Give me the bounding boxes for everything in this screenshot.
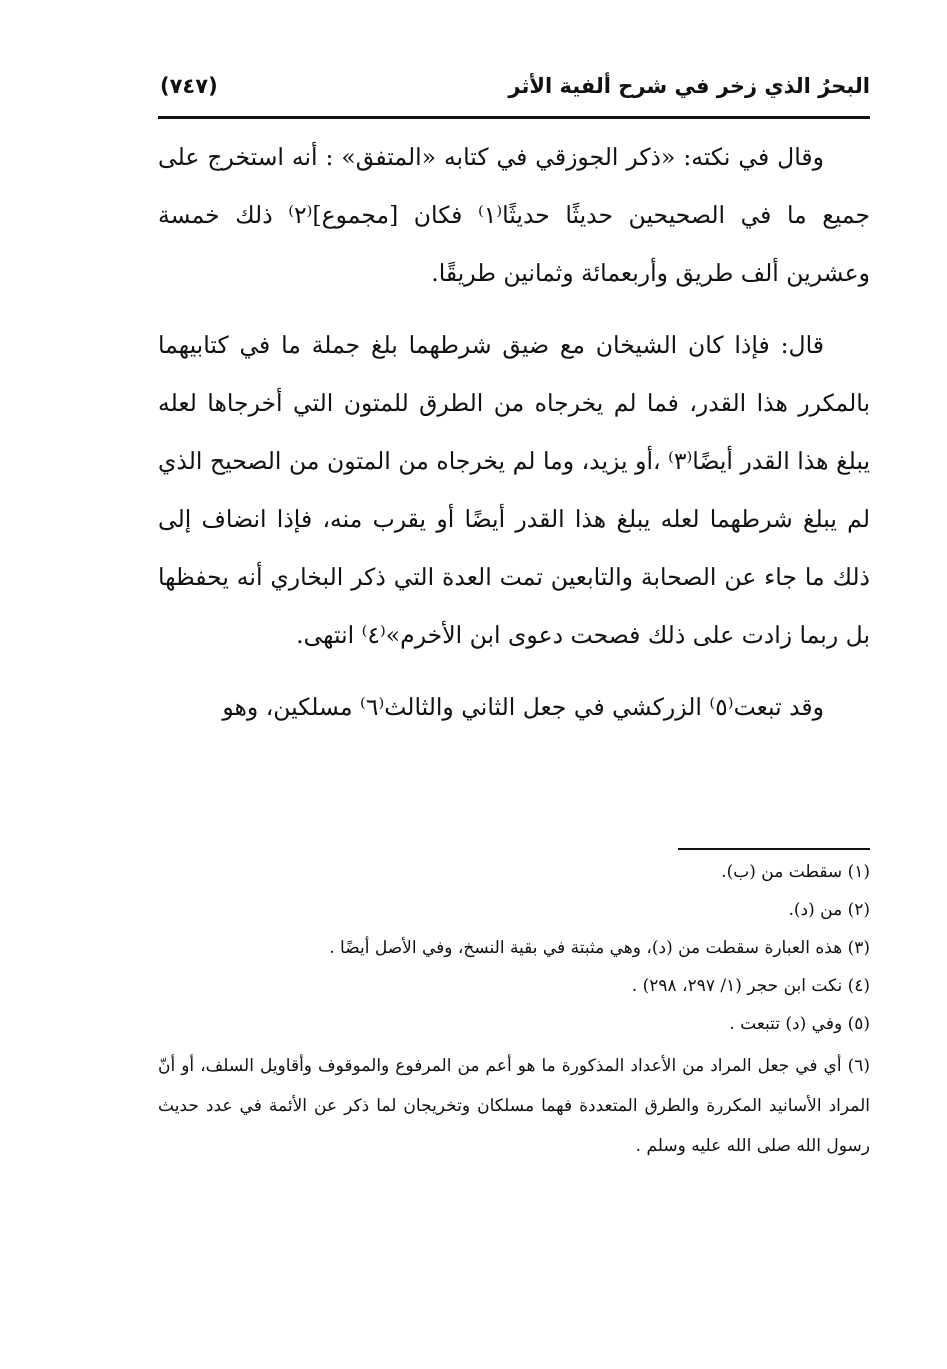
running-header — [158, 74, 870, 114]
header-rule — [158, 116, 870, 119]
main-text — [158, 128, 870, 750]
footnote: (٢) من (د). — [788, 900, 870, 920]
footnote: (١) سقطت من (ب). — [721, 862, 870, 882]
paragraph: قال: فإذا كان الشيخان مع ضيق شرطهما بلغ جملة ما في كتابيهما بالمكرر هذا القدر، فما لم يخرجاه من الطرق للمتون التي أخرجاها لعله يبلغ هذا القدر أيضًا⁽٣⁾ ،أو يزيد، وما لم يخرجاه من المتون من الصحيح الذي لم يبلغ شرطهما لعله يبلغ هذا القدر أيضًا أو يقرب منه، فإذا انضاف إلى ذلك ما جاء عن الصحابة والتابعين تمت العدة التي ذكر البخاري أنه يحفظها بل ربما زادت على ذلك فصحت دعوى ابن الأخرم»⁽٤⁾ انتهى. — [158, 331, 870, 649]
footnote: (٦) أي في جعل المراد من الأعداد المذكورة ما هو أعم من المرفوع والموقوف وأقاويل السلف، أو أنّ المراد الأسانيد المكررة والطرق المتعددة فهما مسلكان وتخريجان لما ذكر عن الأئمة في عدد حديث رسول الله صلى الله عليه وسلم . — [158, 1056, 870, 1156]
footnotes — [158, 856, 870, 1172]
footnote: (٣) هذه العبارة سقطت من (د)، وهي مثبتة في بقية النسخ، وفي الأصل أيضًا . — [329, 938, 870, 958]
footnote-separator — [678, 848, 870, 850]
paragraph: وقد تبعت⁽٥⁾ الزركشي في جعل الثاني والثالث⁽٦⁾ مسلكين، وهو — [222, 693, 824, 721]
page-number: (٧٤٧) — [160, 74, 218, 98]
running-title: البحرُ الذي زخر في شرح ألفية الأثر — [508, 74, 870, 98]
footnote: (٤) نكت ابن حجر (١/ ٢٩٧، ٢٩٨) . — [631, 976, 870, 996]
paragraph: وقال في نكته: «ذكر الجوزقي في كتابه «المتفق» : أنه استخرج على جميع ما في الصحيحين حديثًا حديثًا⁽١⁾ فكان [مجموع]⁽٢⁾ ذلك خمسة وعشرين ألف طريق وأربعمائة وثمانين طريقًا. — [158, 143, 870, 287]
footnote: (٥) وفي (د) تتبعت . — [729, 1014, 870, 1034]
